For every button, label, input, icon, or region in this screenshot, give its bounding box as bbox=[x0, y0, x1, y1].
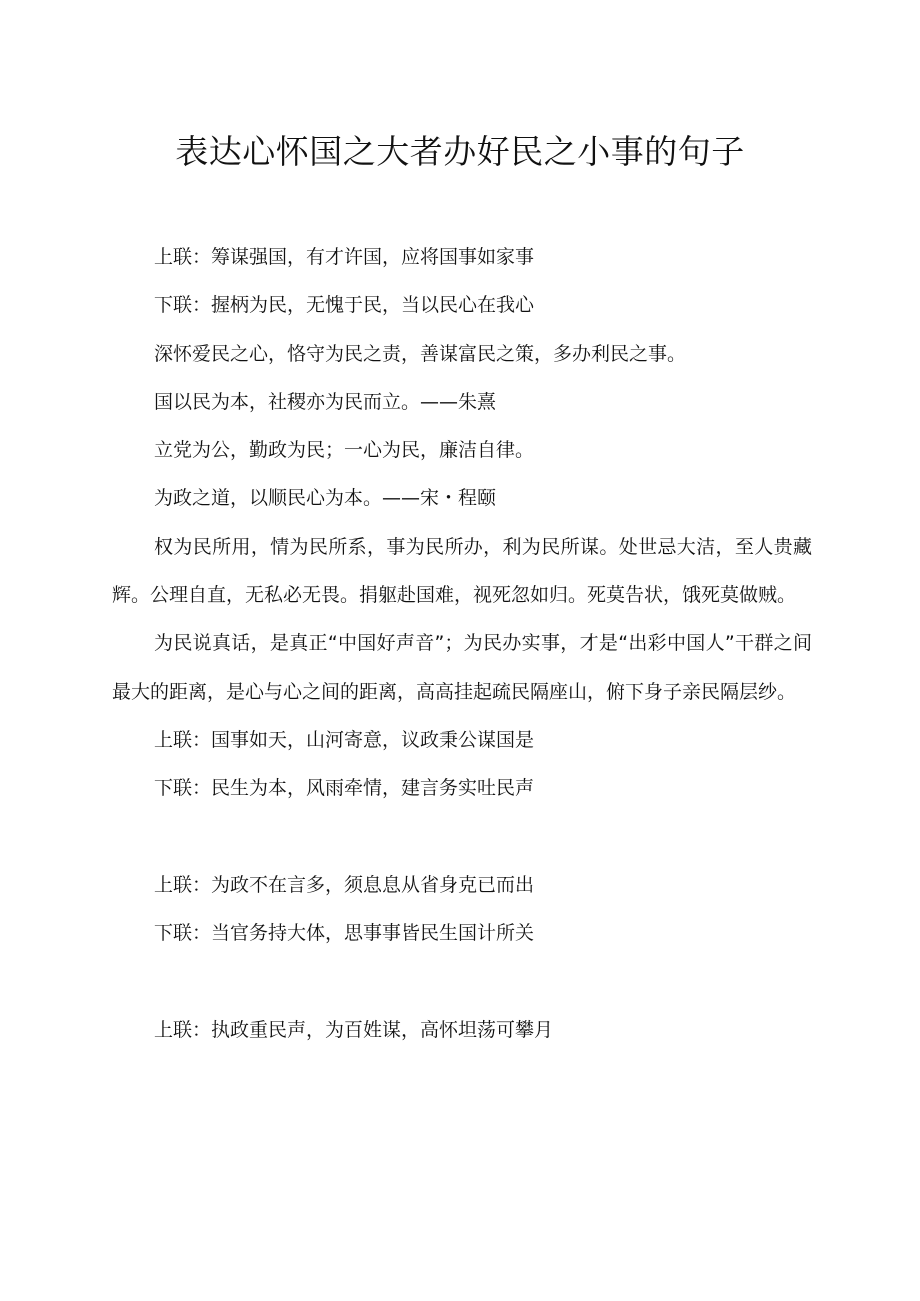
paragraph: 权为民所用，情为民所系，事为民所办，利为民所谋。处世忌大洁，至人贵藏辉。公理自直，无私必无畏。捐躯赴国难，视死忽如归。死莫告状，饿死莫做贼。 bbox=[112, 535, 812, 607]
blank-line bbox=[112, 957, 812, 1005]
paragraph: 为政之道，以顺民心为本。——宋・程颐 bbox=[154, 487, 497, 510]
paragraph: 下联：民生为本，风雨牵情，建言务实吐民声 bbox=[154, 777, 535, 800]
paragraph: 下联：握柄为民，无愧于民，当以民心在我心 bbox=[154, 294, 535, 317]
document-body bbox=[112, 233, 812, 1054]
paragraph: 上联：为政不在言多，须息息从省身克已而出 bbox=[154, 873, 535, 896]
paragraph: 为民说真话，是真正“中国好声音”；为民办实事，才是“出彩中国人”干群之间最大的距离，是心与心之间的距离，高高挂起疏民隔座山，俯下身子亲民隔层纱。 bbox=[112, 632, 812, 703]
paragraph: 国以民为本，社稷亦为民而立。——朱熹 bbox=[154, 390, 497, 413]
paragraph: 上联：筹谋强国，有才许国，应将国事如家事 bbox=[154, 246, 535, 268]
paragraph: 上联：执政重民声，为百姓谋，高怀坦荡可攀月 bbox=[154, 1018, 554, 1041]
paragraph: 深怀爱民之心，恪守为民之责，善谋富民之策，多办利民之事。 bbox=[154, 342, 687, 365]
document-title: 表达心怀国之大者办好民之小事的句子 bbox=[175, 132, 745, 171]
paragraph: 下联：当官务持大体，思事事皆民生国计所关 bbox=[154, 922, 535, 945]
paragraph: 立党为公，勤政为民；一心为民，廉洁自律。 bbox=[154, 439, 535, 462]
blank-line bbox=[112, 813, 812, 861]
paragraph: 上联：国事如天，山河寄意，议政秉公谋国是 bbox=[154, 728, 535, 751]
